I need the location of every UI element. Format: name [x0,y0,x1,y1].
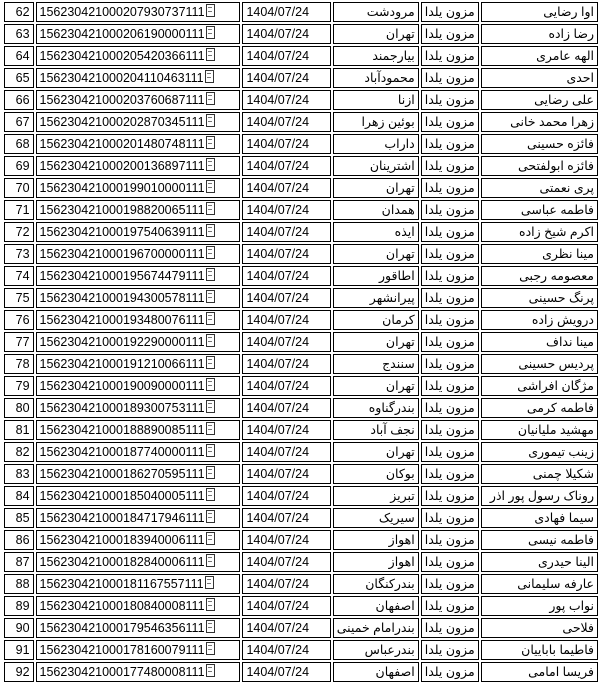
person-name-cell: الینا حیدری [481,552,598,572]
date-cell: 1404/07/24 [242,376,330,396]
missing-glyph-box-icon [206,400,215,413]
tracking-code: 156230421000190090000111 [39,379,205,393]
row-number-cell: 69 [4,156,34,176]
organization-cell: مزون یلدا [421,68,479,88]
organization-cell: مزون یلدا [421,640,479,660]
city-cell: بیارجمند [333,46,419,66]
table-row [4,200,598,220]
organization-cell: مزون یلدا [421,376,479,396]
date-cell: 1404/07/24 [242,420,330,440]
missing-glyph-box-icon [205,576,214,589]
city-cell: تهران [333,178,419,198]
missing-glyph-box-icon [206,598,215,611]
organization-cell: مزون یلدا [421,310,479,330]
tracking-code: 156230421000195674479111 [39,269,205,283]
tracking-code-cell [36,222,241,242]
person-name-cell: اکرم شیخ زاده [481,222,598,242]
missing-glyph-box-icon [206,488,215,501]
row-number-cell: 68 [4,134,34,154]
tracking-code: 156230421000187740000111 [39,445,205,459]
tracking-code-cell [36,178,241,198]
date-cell: 1404/07/24 [242,288,330,308]
table-row [4,332,598,352]
person-name-cell: الهه عامری [481,46,598,66]
organization-cell: مزون یلدا [421,178,479,198]
organization-cell: مزون یلدا [421,662,479,682]
tracking-code: 156230421000192290000111 [39,335,205,349]
tracking-code: 156230421000203760687111 [39,93,205,107]
organization-cell: مزون یلدا [421,442,479,462]
tracking-code: 156230421000193480076111 [39,313,205,327]
city-cell: سیریک [333,508,419,528]
date-cell: 1404/07/24 [242,310,330,330]
tracking-code-cell [36,24,241,44]
city-cell: تهران [333,244,419,264]
organization-cell: مزون یلدا [421,530,479,550]
tracking-code: 156230421000186270595111 [39,467,205,481]
person-name-cell: فائزه حسینی [481,134,598,154]
missing-glyph-box-icon [206,48,215,61]
person-name-cell: مینا نظری [481,244,598,264]
tracking-code: 156230421000180840008111 [39,599,205,613]
organization-cell: مزون یلدا [421,156,479,176]
city-cell: اصفهان [333,596,419,616]
date-cell: 1404/07/24 [242,552,330,572]
missing-glyph-box-icon [206,268,215,281]
person-name-cell: پرنگ حسینی [481,288,598,308]
missing-glyph-box-icon [206,26,215,39]
tracking-code: 156230421000204110463111 [39,71,204,85]
tracking-code: 156230421000199010000111 [39,181,205,195]
person-name-cell: فریسا امامی [481,662,598,682]
row-number-cell: 86 [4,530,34,550]
missing-glyph-box-icon [206,246,215,259]
missing-glyph-box-icon [206,510,215,523]
records-table-body [4,2,598,682]
missing-glyph-box-icon [206,422,215,435]
table-row [4,156,598,176]
person-name-cell: زهرا محمد خانی [481,112,598,132]
organization-cell: مزون یلدا [421,486,479,506]
table-row [4,134,598,154]
row-number-cell: 84 [4,486,34,506]
person-name-cell: فاطمه نیسی [481,530,598,550]
missing-glyph-box-icon [206,180,215,193]
city-cell: همدان [333,200,419,220]
date-cell: 1404/07/24 [242,178,330,198]
city-cell: بندرگناوه [333,398,419,418]
person-name-cell: فاطیما باباییان [481,640,598,660]
date-cell: 1404/07/24 [242,90,330,110]
person-name-cell: مژگان افراشی [481,376,598,396]
missing-glyph-box-icon [206,334,215,347]
city-cell: بندرامام خمینی [333,618,419,638]
date-cell: 1404/07/24 [242,596,330,616]
row-number-cell: 77 [4,332,34,352]
table-row [4,24,598,44]
date-cell: 1404/07/24 [242,464,330,484]
person-name-cell: فائزه ابولفتحی [481,156,598,176]
tracking-code-cell [36,530,241,550]
city-cell: ایذه [333,222,419,242]
tracking-code-cell [36,552,241,572]
row-number-cell: 75 [4,288,34,308]
organization-cell: مزون یلدا [421,288,479,308]
row-number-cell: 85 [4,508,34,528]
missing-glyph-box-icon [205,70,214,83]
person-name-cell: فاطمه عباسی [481,200,598,220]
tracking-code: 156230421000202870345111 [39,115,205,129]
row-number-cell: 89 [4,596,34,616]
city-cell: بوئین زهرا [333,112,419,132]
person-name-cell: علی رضایی [481,90,598,110]
row-number-cell: 65 [4,68,34,88]
person-name-cell: مهشید ملیانیان [481,420,598,440]
organization-cell: مزون یلدا [421,420,479,440]
table-row [4,178,598,198]
table-row [4,464,598,484]
row-number-cell: 64 [4,46,34,66]
tracking-code: 156230421000183940006111 [39,533,205,547]
tracking-code-cell [36,200,241,220]
tracking-code-cell [36,46,241,66]
tracking-code-cell [36,156,241,176]
date-cell: 1404/07/24 [242,2,330,22]
tracking-code-cell [36,442,241,462]
table-row [4,354,598,374]
date-cell: 1404/07/24 [242,68,330,88]
date-cell: 1404/07/24 [242,156,330,176]
tracking-code: 156230421000198820065111 [39,203,205,217]
tracking-code-cell [36,354,241,374]
organization-cell: مزون یلدا [421,200,479,220]
organization-cell: مزون یلدا [421,464,479,484]
row-number-cell: 72 [4,222,34,242]
organization-cell: مزون یلدا [421,112,479,132]
tracking-code-cell [36,420,241,440]
date-cell: 1404/07/24 [242,222,330,242]
tracking-code: 156230421000179546356111 [39,621,205,635]
tracking-code: 156230421000184717946111 [39,511,205,525]
city-cell: کرمان [333,310,419,330]
row-number-cell: 92 [4,662,34,682]
organization-cell: مزون یلدا [421,90,479,110]
city-cell: تبریز [333,486,419,506]
city-cell: اهواز [333,552,419,572]
person-name-cell: عارفه سلیمانی [481,574,598,594]
table-row [4,596,598,616]
missing-glyph-box-icon [206,664,215,677]
date-cell: 1404/07/24 [242,640,330,660]
tracking-code-cell [36,574,241,594]
date-cell: 1404/07/24 [242,134,330,154]
missing-glyph-box-icon [206,466,215,479]
tracking-code: 156230421000200136897111 [39,159,205,173]
table-row [4,266,598,286]
table-row [4,288,598,308]
date-cell: 1404/07/24 [242,354,330,374]
tracking-code-cell [36,486,241,506]
tracking-code-cell [36,266,241,286]
tracking-code-cell [36,112,241,132]
row-number-cell: 74 [4,266,34,286]
person-name-cell: مینا نداف [481,332,598,352]
records-table [2,0,600,684]
missing-glyph-box-icon [206,378,215,391]
table-row [4,68,598,88]
person-name-cell: روناک رسول پور اذر [481,486,598,506]
person-name-cell: احدی [481,68,598,88]
row-number-cell: 66 [4,90,34,110]
tracking-code-cell [36,376,241,396]
city-cell: نجف آباد [333,420,419,440]
tracking-code-cell [36,596,241,616]
city-cell: سنندج [333,354,419,374]
table-row [4,530,598,550]
row-number-cell: 73 [4,244,34,264]
organization-cell: مزون یلدا [421,266,479,286]
missing-glyph-box-icon [206,554,215,567]
city-cell: داراب [333,134,419,154]
organization-cell: مزون یلدا [421,552,479,572]
tracking-code-cell [36,640,241,660]
missing-glyph-box-icon [206,620,215,633]
table-row [4,398,598,418]
organization-cell: مزون یلدا [421,134,479,154]
tracking-code: 156230421000188890085111 [39,423,205,437]
date-cell: 1404/07/24 [242,508,330,528]
date-cell: 1404/07/24 [242,112,330,132]
city-cell: پیرانشهر [333,288,419,308]
row-number-cell: 63 [4,24,34,44]
person-name-cell: معصومه رجبی [481,266,598,286]
tracking-code-cell [36,398,241,418]
person-name-cell: فلاحی [481,618,598,638]
table-row [4,222,598,242]
person-name-cell: پردیس حسینی [481,354,598,374]
date-cell: 1404/07/24 [242,486,330,506]
table-row [4,552,598,572]
missing-glyph-box-icon [206,290,215,303]
missing-glyph-box-icon [206,224,215,237]
person-name-cell: نواب پور [481,596,598,616]
person-name-cell: اوا رضایی [481,2,598,22]
tracking-code-cell [36,2,241,22]
organization-cell: مزون یلدا [421,354,479,374]
tracking-code-cell [36,310,241,330]
city-cell: تهران [333,332,419,352]
table-row [4,376,598,396]
table-row [4,90,598,110]
tracking-code: 156230421000201480748111 [39,137,205,151]
organization-cell: مزون یلدا [421,332,479,352]
tracking-code: 156230421000206190000111 [39,27,205,41]
row-number-cell: 83 [4,464,34,484]
organization-cell: مزون یلدا [421,24,479,44]
tracking-code: 156230421000207930737111 [39,5,205,19]
missing-glyph-box-icon [206,202,215,215]
tracking-code-cell [36,288,241,308]
city-cell: تهران [333,24,419,44]
organization-cell: مزون یلدا [421,222,479,242]
city-cell: مرودشت [333,2,419,22]
missing-glyph-box-icon [206,92,215,105]
tracking-code: 156230421000189300753111 [39,401,205,415]
table-row [4,486,598,506]
tracking-code-cell [36,244,241,264]
row-number-cell: 76 [4,310,34,330]
table-row [4,2,598,22]
table-row [4,442,598,462]
city-cell: اطاقور [333,266,419,286]
tracking-code: 156230421000181167557111 [39,577,204,591]
row-number-cell: 91 [4,640,34,660]
row-number-cell: 70 [4,178,34,198]
table-row [4,618,598,638]
date-cell: 1404/07/24 [242,442,330,462]
tracking-code: 156230421000178160079111 [39,643,205,657]
table-row [4,662,598,682]
row-number-cell: 90 [4,618,34,638]
organization-cell: مزون یلدا [421,398,479,418]
date-cell: 1404/07/24 [242,24,330,44]
city-cell: اهواز [333,530,419,550]
date-cell: 1404/07/24 [242,244,330,264]
tracking-code: 156230421000182840006111 [39,555,205,569]
tracking-code-cell [36,68,241,88]
city-cell: تهران [333,442,419,462]
missing-glyph-box-icon [206,158,215,171]
city-cell: بندرکنگان [333,574,419,594]
missing-glyph-box-icon [206,642,215,655]
tracking-code-cell [36,618,241,638]
row-number-cell: 88 [4,574,34,594]
missing-glyph-box-icon [206,114,215,127]
organization-cell: مزون یلدا [421,574,479,594]
person-name-cell: رضا زاده [481,24,598,44]
city-cell: اشترینان [333,156,419,176]
missing-glyph-box-icon [206,356,215,369]
date-cell: 1404/07/24 [242,266,330,286]
table-row [4,244,598,264]
date-cell: 1404/07/24 [242,618,330,638]
table-row [4,420,598,440]
row-number-cell: 80 [4,398,34,418]
city-cell: محمودآباد [333,68,419,88]
organization-cell: مزون یلدا [421,46,479,66]
tracking-code-cell [36,464,241,484]
table-row [4,508,598,528]
person-name-cell: درویش زاده [481,310,598,330]
organization-cell: مزون یلدا [421,244,479,264]
date-cell: 1404/07/24 [242,200,330,220]
date-cell: 1404/07/24 [242,332,330,352]
tracking-code-cell [36,134,241,154]
tracking-code-cell [36,90,241,110]
tracking-code: 156230421000185040005111 [39,489,205,503]
date-cell: 1404/07/24 [242,574,330,594]
tracking-code: 156230421000197540639111 [39,225,205,239]
date-cell: 1404/07/24 [242,662,330,682]
table-row [4,640,598,660]
row-number-cell: 78 [4,354,34,374]
city-cell: بندرعباس [333,640,419,660]
row-number-cell: 81 [4,420,34,440]
missing-glyph-box-icon [206,136,215,149]
person-name-cell: شکیلا چمنی [481,464,598,484]
missing-glyph-box-icon [206,444,215,457]
table-row [4,112,598,132]
person-name-cell: فاطمه کرمی [481,398,598,418]
missing-glyph-box-icon [206,312,215,325]
row-number-cell: 82 [4,442,34,462]
row-number-cell: 67 [4,112,34,132]
table-row [4,46,598,66]
missing-glyph-box-icon [206,532,215,545]
table-row [4,574,598,594]
person-name-cell: سیما فهادی [481,508,598,528]
missing-glyph-box-icon [206,4,215,17]
person-name-cell: زینب تیموری [481,442,598,462]
city-cell: بوکان [333,464,419,484]
city-cell: ازنا [333,90,419,110]
city-cell: تهران [333,376,419,396]
row-number-cell: 79 [4,376,34,396]
date-cell: 1404/07/24 [242,398,330,418]
tracking-code: 156230421000205420366111 [39,49,205,63]
city-cell: اصفهان [333,662,419,682]
row-number-cell: 87 [4,552,34,572]
tracking-code-cell [36,332,241,352]
organization-cell: مزون یلدا [421,618,479,638]
tracking-code-cell [36,508,241,528]
tracking-code: 156230421000194300578111 [39,291,205,305]
tracking-code: 156230421000177480008111 [39,665,205,679]
organization-cell: مزون یلدا [421,596,479,616]
row-number-cell: 62 [4,2,34,22]
organization-cell: مزون یلدا [421,508,479,528]
row-number-cell: 71 [4,200,34,220]
date-cell: 1404/07/24 [242,46,330,66]
tracking-code: 156230421000191210066111 [39,357,205,371]
tracking-code: 156230421000196700000111 [39,247,205,261]
person-name-cell: پری نعمتی [481,178,598,198]
organization-cell: مزون یلدا [421,2,479,22]
date-cell: 1404/07/24 [242,530,330,550]
tracking-code-cell [36,662,241,682]
table-row [4,310,598,330]
